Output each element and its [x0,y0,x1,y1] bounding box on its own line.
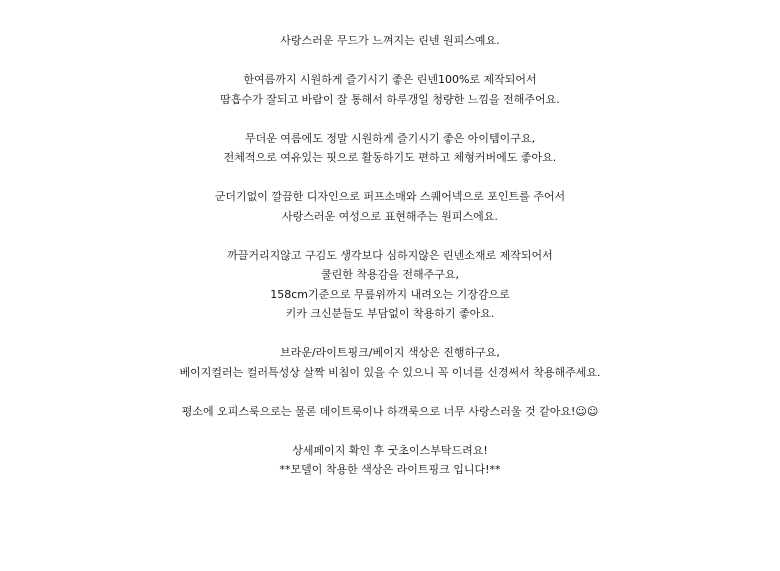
description-paragraph-7 [0,402,780,422]
description-line: 사랑스러운 무드가 느껴지는 린넨 원피스예요. [280,34,500,47]
description-line: **모델이 착용한 색상은 라이트핑크 입니다!** [279,463,501,476]
description-line: 브라운/라이트핑크/베이지 색상은 진행하구요, [280,346,500,359]
description-line: 상세페이지 확인 후 굿초이스부탁드려요! [292,443,488,457]
description-line: 땀흡수가 잘되고 바람이 잘 통해서 하루갱일 청량한 느낌을 전해주어요. [220,92,560,106]
description-line: 사랑스러운 여성으로 표현해주는 원피스에요. [282,209,498,223]
description-line: 군더기없이 깔끔한 디자인으로 퍼프소매와 스퀘어넥으로 포인트를 주어서 [214,190,566,203]
description-paragraph-6 [0,343,780,382]
description-paragraph-1 [0,31,780,51]
description-line: 베이지컬러는 컬러특성상 살짝 비침이 있을 수 있으니 꼭 이너를 신경써서 착용해주세요. [179,365,601,379]
description-paragraph-3 [0,129,780,168]
description-line: 쿨린한 착용감을 전해주구요, [320,268,459,281]
product-description [0,31,780,499]
description-paragraph-2 [0,70,780,109]
description-paragraph-4 [0,187,780,226]
description-paragraph-8 [0,441,780,480]
description-line: 까끌거리지않고 구김도 생각보다 심하지않은 린넨소재로 제작되어서 [227,248,553,262]
description-paragraph-5 [0,246,780,324]
description-line: 평소에 오피스룩으로는 물론 데이트룩이나 하객룩으로 너무 사랑스러울 것 같아요!☺☺ [181,404,599,418]
description-line: 키카 크신분들도 부담없이 착용하기 좋아요. [285,307,495,320]
description-line: 전체적으로 여유있는 핏으로 활동하기도 편하고 체형커버에도 좋아요. [223,151,557,164]
description-line: 무더운 여름에도 정말 시원하게 즐기시기 좋은 아이템이구요, [244,131,536,145]
description-line: 한여름까지 시원하게 즐기시기 좋은 린넨100%로 제작되어서 [243,73,537,86]
description-line: 158cm기준으로 무릎위까지 내려오는 기장감으로 [270,287,510,301]
